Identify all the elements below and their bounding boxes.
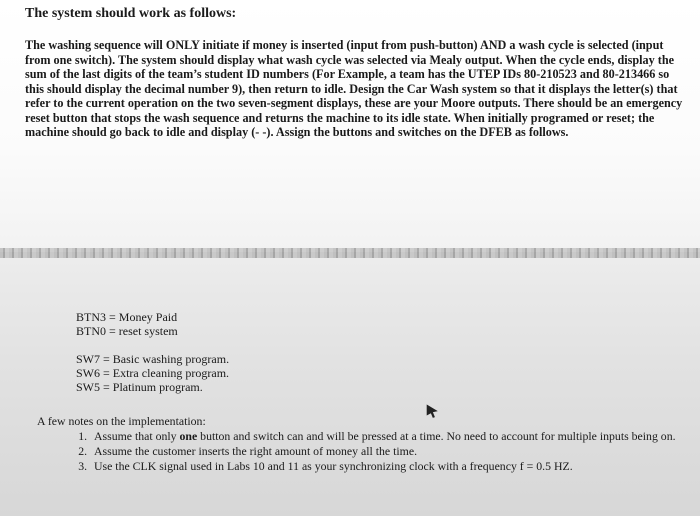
switch-assignments [76, 352, 229, 394]
button-assignment-btn3: BTN3 = Money Paid [76, 310, 178, 324]
switch-assignment-sw5: SW5 = Platinum program. [76, 380, 203, 394]
section-heading: The system should work as follows: [25, 6, 237, 21]
note-item: 3. Use the CLK signal used in Labs 10 and 11 as your synchronizing clock with a frequency f = 0.5 HZ. [90, 460, 677, 473]
switch-assignment-sw7: SW7 = Basic washing program. [76, 352, 230, 366]
mouse-pointer-icon [426, 404, 438, 418]
notes-title: A few notes on the implementation: [37, 414, 206, 428]
switch-assignment-sw6: SW6 = Extra cleaning program. [76, 366, 230, 380]
implementation-notes [37, 415, 677, 475]
note-1-emphasis: one [179, 429, 198, 443]
button-assignments [76, 310, 229, 338]
note-item: 2. Assume the customer inserts the right amount of money all the time. [90, 445, 677, 458]
button-assignment-btn0: BTN0 = reset system [76, 324, 178, 338]
note-1-end: button and switch can and will be pressed at a time. No need to account for multiple inputs being on. [197, 429, 676, 443]
input-assignments [76, 310, 229, 408]
note-1-start: Assume that only [94, 429, 180, 443]
upper-page [0, 0, 700, 252]
notes-list [37, 430, 677, 473]
note-item [90, 430, 677, 443]
requirements-paragraph: The washing sequence will ONLY initiate if money is inserted (input from push-button) AND a wash cycle is selected (input from one switch). The system should display what wash cycle was selected via Mealy output. When the cycle ends, display the sum of the last digits of the team’s student ID numbers (For Example, a team has the UTEP IDs 80-210523 and 80-213466 so this should display the decimal number 9), then return to idle. Design the Car Wash system so that it displays the letter(s) that refer to the current operation on the two seven-segment displays, these are your Moore outputs. There should be an emergency reset button that stops the wash sequence and returns the machine to its idle state. When initially programed or reset; the machine should go back to idle and display (- -). Assign the buttons and switches on the DFEB as follows. [25, 38, 683, 139]
